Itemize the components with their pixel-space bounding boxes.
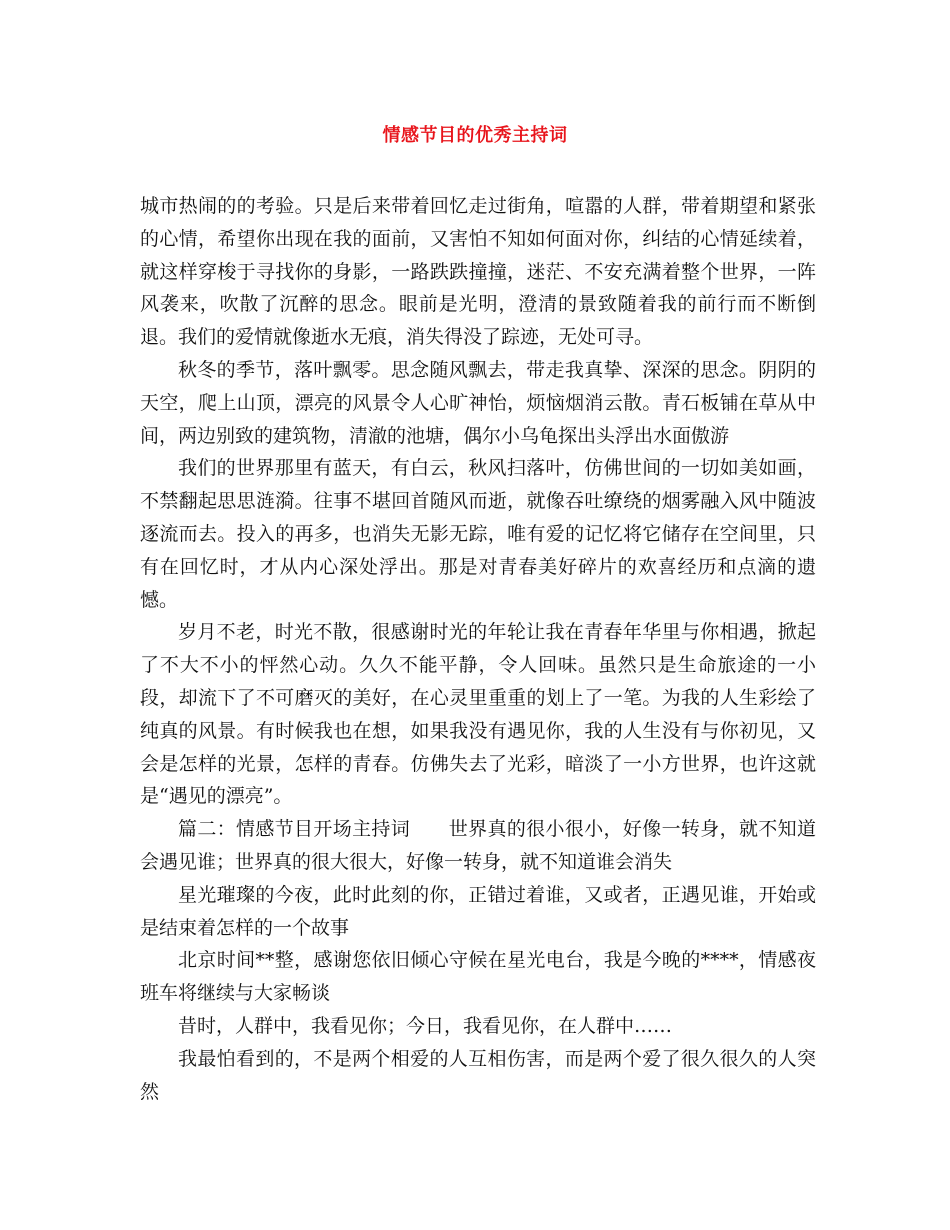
paragraph: 北京时间**整，感谢您依旧倾心守候在星光电台，我是今晚的****，情感夜班车将继续与大家畅谈 [140,949,816,1005]
paragraph: 我们的世界那里有蓝天，有白云，秋风扫落叶，仿佛世间的一切如美如画，不禁翻起思思涟漪。往事不堪回首随风而逝，就像吞吐缭绕的烟雾融入风中随波逐流而去。投入的再多，也消失无影无踪，唯有爱的记忆将它储存在空间里，只有在回忆时，才从内心深处浮出。那是对青春美好碎片的欢喜经历和点滴的遗憾。 [140,457,816,611]
paragraph: 我最怕看到的，不是两个相爱的人互相伤害，而是两个爱了很久很久的人突然 [140,1047,816,1103]
paragraph: 星光璀璨的今夜，此时此刻的你，正错过着谁，又或者，正遇见谁，开始或是结束着怎样的一个故事 [140,883,816,939]
paragraph: 秋冬的季节，落叶飘零。思念随风飘去，带走我真挚、深深的思念。阴阴的天空，爬上山顶，漂亮的风景令人心旷神怡，烦恼烟消云散。青石板铺在草从中间，两边别致的建筑物，清澈的池塘，偶尔小乌龟探出头浮出水面傲游 [140,358,816,447]
document-body [140,190,816,1108]
paragraph: 篇二：情感节目开场主持词 世界真的很小很小，好像一转身，就不知道会遇见谁；世界真的很大很大，好像一转身，就不知道谁会消失 [140,818,816,873]
document-title: 情感节目的优秀主持词 [382,125,568,146]
paragraph: 城市热闹的的考验。只是后来带着回忆走过街角，喧嚣的人群，带着期望和紧张的心情，希望你出现在我的面前，又害怕不知如何面对你，纠结的心情延续着，就这样穿梭于寻找你的身影，一路跌跌撞撞，迷茫、不安充满着整个世界，一阵风袭来，吹散了沉醉的思念。眼前是光明，澄清的景致随着我的前行而不断倒退。我们的爱情就像逝水无痕，消失得没了踪迹，无处可寻。 [140,195,816,349]
paragraph: 昔时，人群中，我看见你；今日，我看见你，在人群中…… [178,1014,673,1037]
paragraph: 岁月不老，时光不散，很感谢时光的年轮让我在青春年华里与你相遇，掀起了不大不小的怦然心动。久久不能平静，令人回味。虽然只是生命旅途的一小段，却流下了不可磨灭的美好，在心灵里重重的划上了一笔。为我的人生彩绘了纯真的风景。有时候我也在想，如果我没有遇见你，我的人生没有与你初见，又会是怎样的光景，怎样的青春。仿佛失去了光彩，暗淡了一小方世界，也许这就是“遇见的漂亮”。 [140,621,816,808]
